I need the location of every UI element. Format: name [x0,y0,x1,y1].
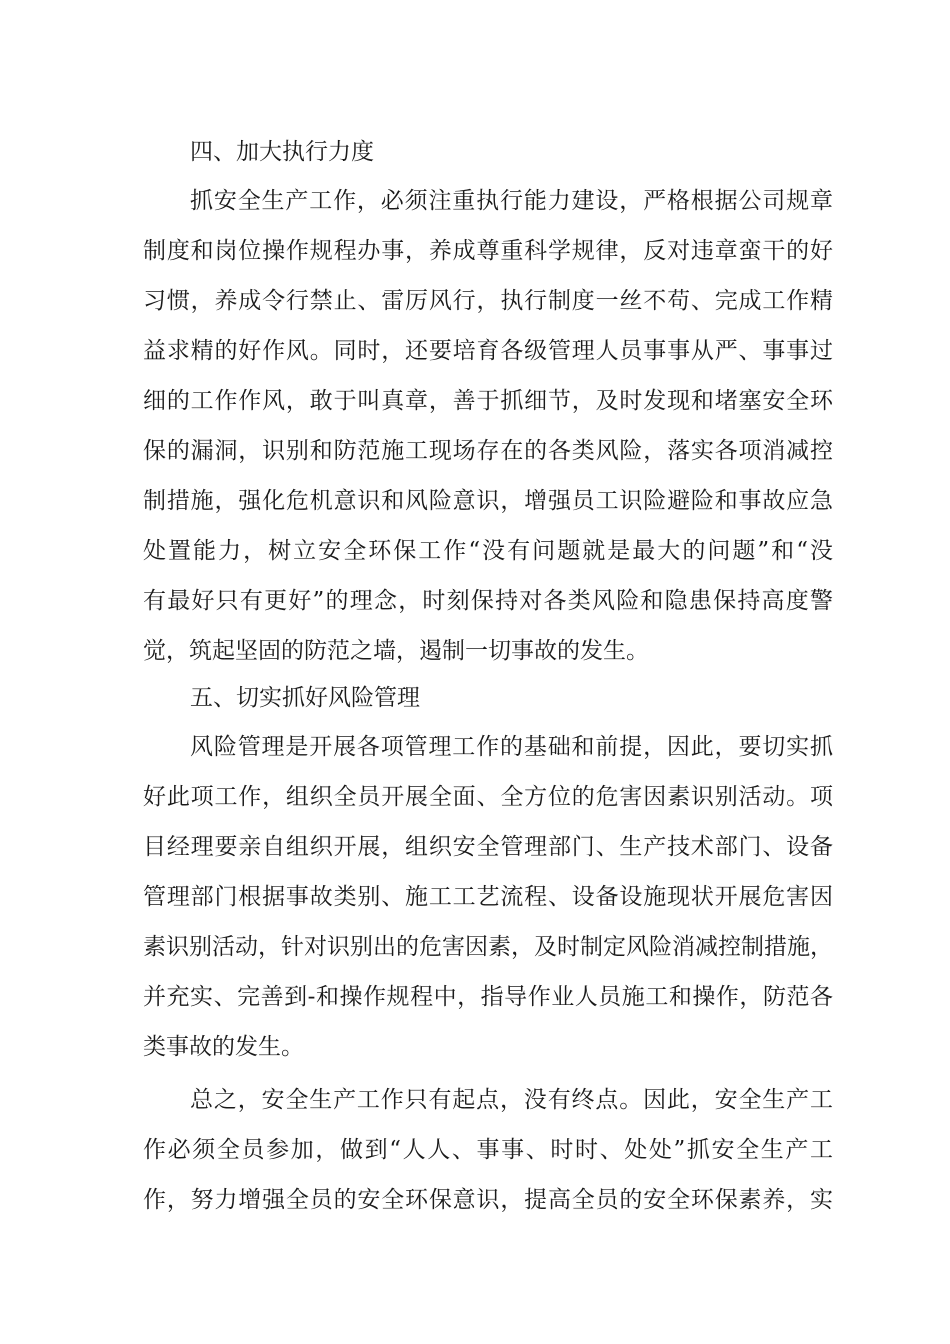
paragraph-line: 益求精的好作风。同时，还要培育各级管理人员事事从严、事事过 [143,338,833,364]
paragraph-line: 处置能力，树立安全环保工作“没有问题就是最大的问题”和“没 [143,538,833,564]
paragraph-line: 作必须全员参加，做到“人人、事事、时时、处处”抓安全生产工 [143,1137,833,1163]
paragraph-line: 习惯，养成令行禁止、雷厉风行，执行制度一丝不苟、完成工作精 [143,288,833,314]
section-heading-5: 五、切实抓好风险管理 [190,685,420,711]
section-heading-4: 四、加大执行力度 [190,139,374,165]
paragraph-line: 素识别活动，针对识别出的危害因素，及时制定风险消减控制措施， [143,934,833,960]
paragraph-line: 抓安全生产工作，必须注重执行能力建设，严格根据公司规章 [190,188,833,214]
paragraph-line: 制度和岗位操作规程办事，养成尊重科学规律，反对违章蛮干的好 [143,238,833,264]
paragraph-line: 并充实、完善到-和操作规程中，指导作业人员施工和操作，防范各 [143,984,833,1010]
paragraph-line: 作，努力增强全员的安全环保意识，提高全员的安全环保素养，实 [143,1187,833,1213]
paragraph-line: 细的工作作风，敢于叫真章，善于抓细节，及时发现和堵塞安全环 [143,388,833,414]
paragraph-line: 制措施，强化危机意识和风险意识，增强员工识险避险和事故应急 [143,488,833,514]
paragraph-line: 有最好只有更好”的理念，时刻保持对各类风险和隐患保持高度警 [143,588,833,614]
paragraph-line: 总之，安全生产工作只有起点，没有终点。因此，安全生产工 [190,1087,833,1113]
paragraph-line: 风险管理是开展各项管理工作的基础和前提，因此，要切实抓 [190,734,833,760]
paragraph-line: 类事故的发生。 [143,1034,304,1060]
paragraph-line: 觉，筑起坚固的防范之墙，遏制一切事故的发生。 [143,638,649,664]
paragraph-line: 好此项工作，组织全员开展全面、全方位的危害因素识别活动。项 [143,784,833,810]
paragraph-line: 保的漏洞，识别和防范施工现场存在的各类风险，落实各项消减控 [143,438,833,464]
paragraph-line: 目经理要亲自组织开展，组织安全管理部门、生产技术部门、设备 [143,834,833,860]
paragraph-line: 管理部门根据事故类别、施工工艺流程、设备设施现状开展危害因 [143,884,833,910]
